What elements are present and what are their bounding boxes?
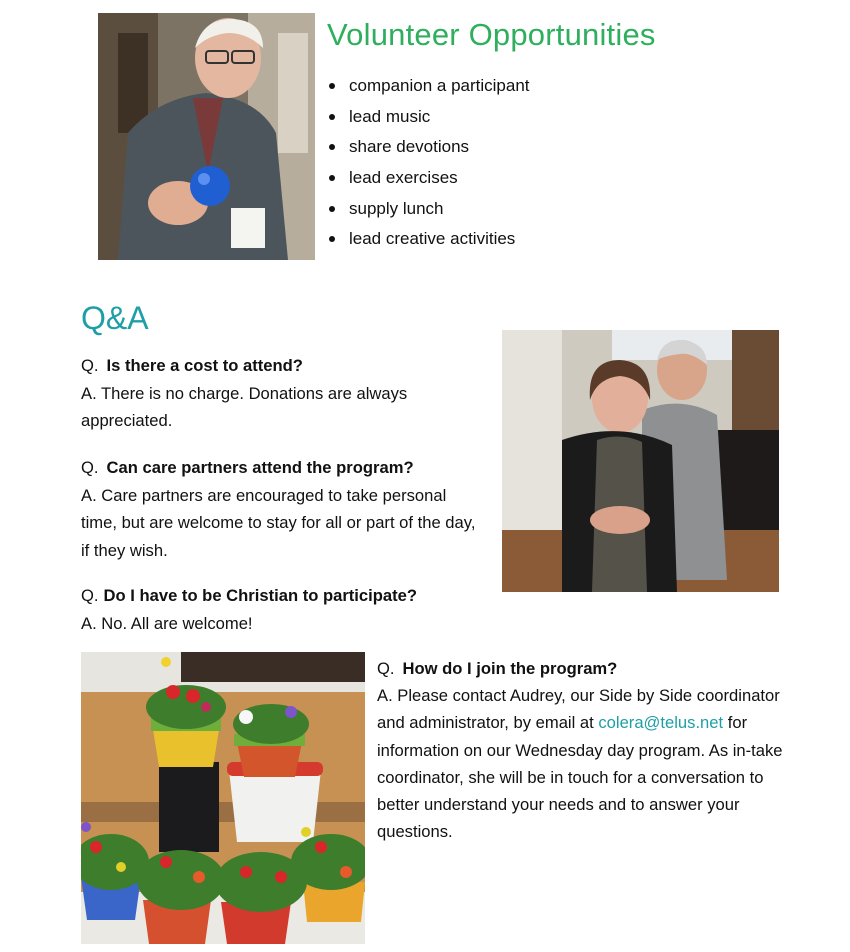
- qa-item-christian: [81, 582, 501, 637]
- list-item: share devotions: [327, 135, 530, 166]
- volunteer-list: [327, 74, 530, 258]
- list-item: companion a participant: [327, 74, 530, 105]
- email-link[interactable]: colera@telus.net: [598, 713, 724, 733]
- qa-title: Q&A: [81, 300, 149, 336]
- question: Q. Can care partners attend the program?: [81, 458, 414, 477]
- question: Q. Is there a cost to attend?: [81, 356, 303, 375]
- list-item: lead music: [327, 105, 530, 136]
- question: Q. Do I have to be Christian to participate?: [81, 586, 418, 605]
- answer: A. No. All are welcome!: [81, 613, 253, 633]
- qa-item-join: [377, 655, 787, 845]
- photo-man-with-ball: [98, 13, 315, 260]
- photo-couple: [502, 330, 779, 592]
- photo-flower-pots: [81, 652, 365, 944]
- list-item: supply lunch: [327, 197, 530, 228]
- qa-item-care-partners: [81, 454, 486, 564]
- list-item: lead creative activities: [327, 227, 530, 258]
- question: Q. How do I join the program?: [377, 659, 618, 678]
- volunteer-title: Volunteer Opportunities: [327, 17, 656, 52]
- list-item: lead exercises: [327, 166, 530, 197]
- answer: A. There is no charge. Donations are always appreciated.: [81, 383, 408, 430]
- qa-item-cost: [81, 352, 486, 435]
- answer: A. Please contact Audrey, our Side by Side coordinator and administrator, by email at colera@telus.net for information on our Wednesday day program. As in-take coordinator, she will be in touch for a conversation to better understand your needs and to answer your questions.: [377, 686, 783, 842]
- answer: A. Care partners are encouraged to take personal time, but are welcome to stay for all or part of the day, if they wish.: [81, 485, 476, 560]
